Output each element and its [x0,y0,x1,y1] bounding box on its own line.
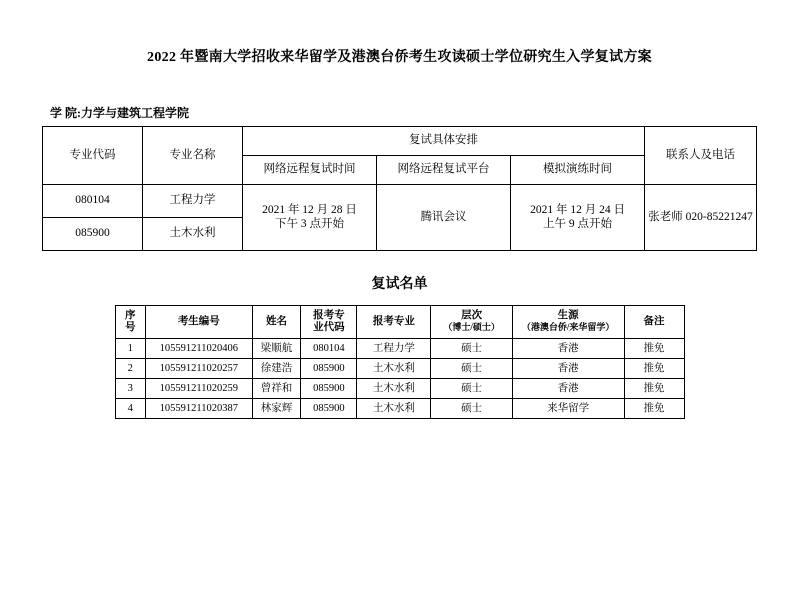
header-source [512,306,624,339]
cell-major-code: 085900 [301,359,357,379]
cell-platform: 腾讯会议 [377,185,511,251]
header-arrangement: 复试具体安排 [243,127,645,156]
header-contact: 联系人及电话 [645,127,757,185]
cell-no: 2 [115,359,145,379]
cell-major-name: 工程力学 [357,339,431,359]
cell-major-code: 080104 [301,339,357,359]
cell-no: 1 [115,339,145,359]
cell-major-name: 工程力学 [143,185,243,218]
header-level-main: 层次 [461,310,483,322]
cell-no: 4 [115,399,145,419]
college-name: 力学与建筑工程学院 [81,106,190,120]
header-major-name: 专业名称 [143,127,243,185]
header-name: 姓名 [252,306,301,339]
header-no-line1: 序 [124,309,136,321]
cell-contact: 张老师 020-85221247 [645,185,757,251]
rehearsal-time-line-1: 2021 年 12 月 24 日 [530,204,625,217]
header-no-line2: 号 [124,322,136,333]
header-major-code [301,306,357,339]
cell-major-code: 085900 [43,218,143,251]
page-title: 2022 年暨南大学招收来华留学及港澳台侨考生攻读硕士学位研究生入学复试方案 [147,50,652,65]
cell-major-name: 土木水利 [357,359,431,379]
cell-major-name: 土木水利 [143,218,243,251]
cell-candidate-id: 105591211020257 [145,359,252,379]
cell-candidate-id: 105591211020387 [145,399,252,419]
header-source-main: 生源 [557,310,579,322]
list-header-row [115,306,684,339]
cell-online-time [243,185,377,251]
header-level [431,306,512,339]
cell-candidate-id: 105591211020259 [145,379,252,399]
table-row [43,185,757,218]
cell-name: 徐建浩 [252,359,301,379]
cell-name: 梁顺航 [252,339,301,359]
section-title: 复试名单 [371,277,428,292]
cell-no: 3 [115,379,145,399]
college-label: 学 院: [50,106,81,120]
cell-level: 硕士 [431,379,512,399]
header-no [115,306,145,339]
cell-name: 曾祥和 [252,379,301,399]
header-platform: 网络远程复试平台 [377,156,511,185]
cell-major-name: 土木水利 [357,399,431,419]
table-row [115,339,684,359]
header-major-code: 专业代码 [43,127,143,185]
header-remark: 备注 [624,306,684,339]
cell-major-code: 080104 [43,185,143,218]
header-major-code-line2: 业代码 [313,322,345,333]
table-row [115,399,684,419]
cell-name: 林家辉 [252,399,301,419]
cell-level: 硕士 [431,359,512,379]
table-header-row [43,127,757,156]
header-rehearsal-time: 模拟演练时间 [511,156,645,185]
candidate-list-table [115,305,685,419]
cell-major-name: 土木水利 [357,379,431,399]
header-major-name: 报考专业 [357,306,431,339]
header-source-sub: （港澳台侨/来华留学） [521,322,615,333]
table-row [115,359,684,379]
cell-major-code: 085900 [301,399,357,419]
cell-rehearsal-time [511,185,645,251]
cell-remark: 推免 [624,379,684,399]
cell-level: 硕士 [431,339,512,359]
header-level-sub: （博士/硕士） [443,322,500,333]
table-row [115,379,684,399]
cell-remark: 推免 [624,359,684,379]
online-time-line-2: 下午 3 点开始 [275,217,344,230]
cell-source: 香港 [512,359,624,379]
online-time-line-1: 2021 年 12 月 28 日 [262,204,357,217]
cell-remark: 推免 [624,399,684,419]
cell-source: 来华留学 [512,399,624,419]
cell-remark: 推免 [624,339,684,359]
cell-major-code: 085900 [301,379,357,399]
cell-candidate-id: 105591211020406 [145,339,252,359]
header-candidate-id: 考生编号 [145,306,252,339]
rehearsal-time-line-2: 上午 9 点开始 [543,217,613,230]
cell-level: 硕士 [431,399,512,419]
cell-source: 香港 [512,379,624,399]
header-online-time: 网络远程复试时间 [243,156,377,185]
schedule-table [42,126,757,251]
document-page [0,46,799,612]
cell-source: 香港 [512,339,624,359]
college-line [50,104,799,121]
header-major-code-line1: 报考专 [313,309,345,321]
